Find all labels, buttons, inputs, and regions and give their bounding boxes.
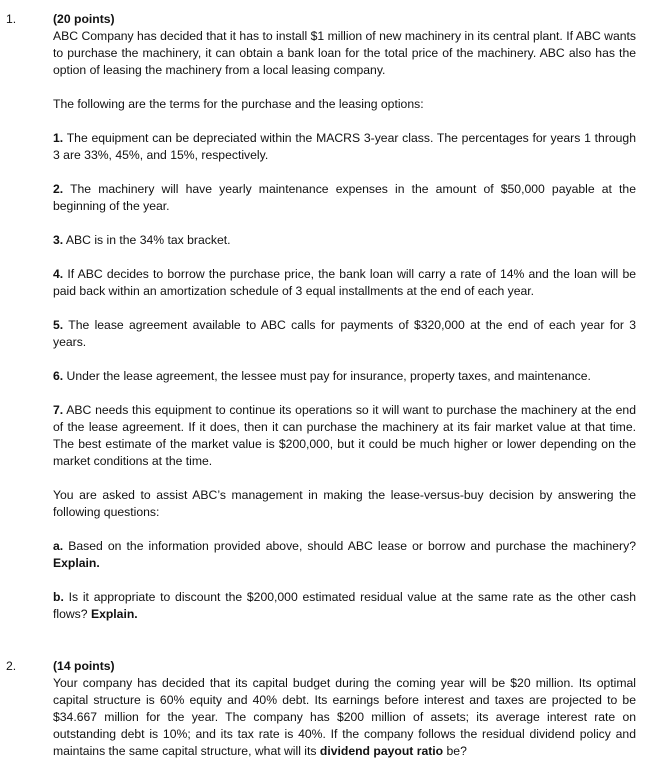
question-1-intro: ABC Company has decided that it has to install $1 million of new machinery in its central plant. If ABC wants to purchase the machinery, it can obtain a bank loan for the total price of the machinery. ABC also has the option of leasing the machinery from a local leasing company. (53, 29, 636, 77)
question-2-text: Your company has decided that its capital budget during the coming year will be $20 million. Its optimal capital structure is 60% equity and 40% debt. Its earnings before interest and taxes are projected to be $34.667 million for the year. The company has $200 million of assets; its average interest rate on outstanding debt is 10%; and its tax rate is 40%. If the company follows the residual dividend policy and maintains the same capital structure, what will its dividend payout ratio be? (53, 676, 636, 758)
question-2-number: 2. (6, 659, 17, 673)
question-1 (53, 11, 636, 623)
sub-question-a: a. Based on the information provided above, should ABC lease or borrow and purchase the machinery? Explain. (53, 539, 636, 570)
sub-question-b: b. Is it appropriate to discount the $200,000 estimated residual value at the same rate as the other cash flows? Explain. (53, 590, 636, 621)
terms-intro: The following are the terms for the purchase and the leasing options: (53, 97, 424, 111)
term-1: 1. The equipment can be depreciated within the MACRS 3-year class. The percentages for years 1 through 3 are 33%, 45%, and 15%, respectively. (53, 131, 636, 162)
question-2 (53, 658, 636, 760)
term-6: 6. Under the lease agreement, the lessee must pay for insurance, property taxes, and maintenance. (53, 369, 591, 383)
question-1-points: (20 points) (53, 12, 115, 26)
term-4: 4. If ABC decides to borrow the purchase price, the bank loan will carry a rate of 14% and the loan will be paid back within an amortization schedule of 3 equal installments at the end of each year. (53, 267, 636, 298)
question-1-number: 1. (6, 12, 17, 26)
term-2: 2. The machinery will have yearly maintenance expenses in the amount of $50,000 payable at the beginning of the year. (53, 182, 636, 213)
term-5: 5. The lease agreement available to ABC calls for payments of $320,000 at the end of each year for 3 years. (53, 318, 636, 349)
task-text: You are asked to assist ABC’s management in making the lease-versus-buy decision by answering the following questions: (53, 488, 636, 519)
term-7: 7. ABC needs this equipment to continue its operations so it will want to purchase the machinery at the end of the lease agreement. If it does, then it can purchase the machinery at its fair market value at that time. The best estimate of the market value is $200,000, but it could be much higher or lower depending on the market conditions at the time. (53, 403, 636, 468)
term-3: 3. ABC is in the 34% tax bracket. (53, 233, 231, 247)
question-2-points: (14 points) (53, 659, 115, 673)
